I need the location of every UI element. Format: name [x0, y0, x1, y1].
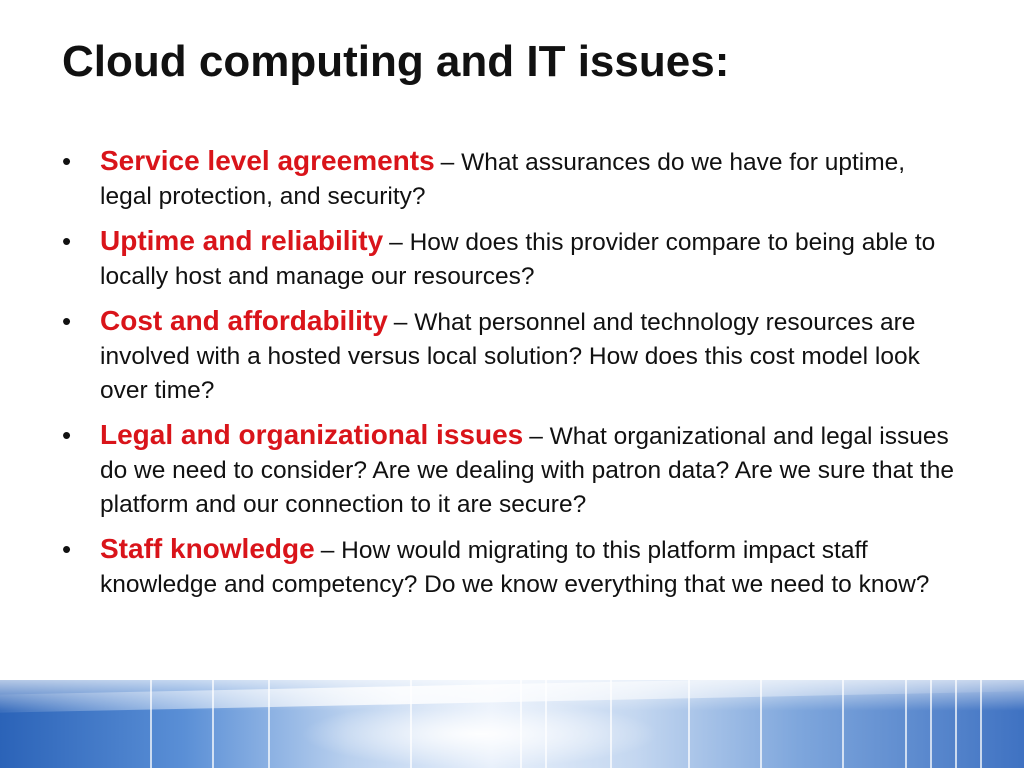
bullet-term: Legal and organizational issues	[100, 419, 524, 450]
bullet-item	[62, 418, 962, 522]
bullet-marker: •	[62, 226, 72, 256]
bullet-item	[62, 224, 962, 294]
decorative-banner-image	[0, 680, 1024, 768]
banner-stripe	[930, 680, 932, 768]
banner-glow	[300, 700, 660, 768]
bullet-list	[62, 144, 962, 612]
banner-stripe	[955, 680, 957, 768]
banner-stripe	[150, 680, 152, 768]
banner-stripe	[212, 680, 214, 768]
slide-title: Cloud computing and IT issues:	[62, 37, 730, 86]
bullet-description: – What organizational and legal issues do we need to consider? Are we dealing with patron data? Are we sure that the platform and our connection to it are secure?	[100, 423, 954, 518]
bullet-term: Staff knowledge	[100, 533, 315, 564]
banner-stripe	[410, 680, 412, 768]
banner-stripe	[842, 680, 844, 768]
bullet-marker: •	[62, 534, 72, 564]
banner-stripe	[545, 680, 547, 768]
banner-stripe	[610, 680, 612, 768]
banner-stripe	[980, 680, 982, 768]
bullet-item	[62, 532, 962, 602]
bullet-marker: •	[62, 420, 72, 450]
bullet-term: Cost and affordability	[100, 305, 388, 336]
bullet-term: Uptime and reliability	[100, 225, 384, 256]
bullet-description: – What assurances do we have for uptime, legal protection, and security?	[100, 149, 906, 210]
bullet-item	[62, 304, 962, 408]
bullet-marker: •	[62, 146, 72, 176]
banner-stripe	[520, 680, 522, 768]
banner-stripe	[905, 680, 907, 768]
bullet-description: – How does this provider compare to being able to locally host and manage our resources?	[100, 229, 936, 290]
bullet-description: – How would migrating to this platform impact staff knowledge and competency? Do we know everything that we need to know?	[100, 537, 930, 598]
bullet-marker: •	[62, 306, 72, 336]
bullet-item	[62, 144, 962, 214]
banner-stripe	[760, 680, 762, 768]
banner-stripe	[688, 680, 690, 768]
banner-stripe	[268, 680, 270, 768]
bullet-description: – What personnel and technology resources are involved with a hosted versus local solution? How does this cost model look over time?	[100, 309, 920, 404]
bullet-term: Service level agreements	[100, 145, 435, 176]
